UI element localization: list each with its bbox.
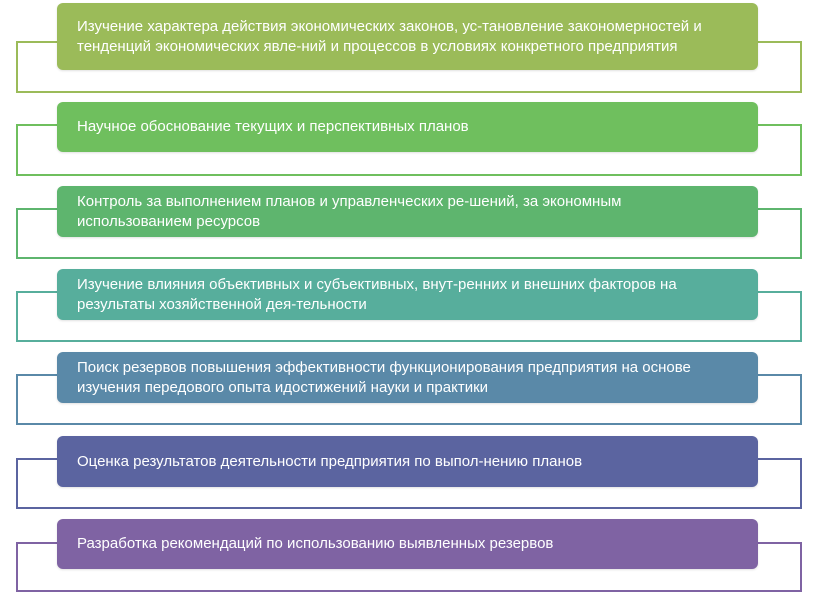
frame-top-left-segment [16,542,59,544]
item-box [57,186,758,237]
item-text: Разработка рекомендаций по использованию выявленных резервов [77,535,554,552]
frame-top-right-segment [756,374,802,376]
item-text: Поиск резервов повышения эффективности функционирования предприятия на основе изучения передового опыта идостижений науки и практики [77,358,691,396]
item-text: Контроль за выполнением планов и управленческих ре-шений, за экономным использованием ресурсов [77,192,622,230]
item-box [57,269,758,320]
frame-top-left-segment [16,208,59,210]
item-box [57,519,758,569]
frame-top-left-segment [16,458,59,460]
item-box [57,436,758,487]
item-text: Оценка результатов деятельности предприятия по выпол-нению планов [77,452,583,470]
frame-top-right-segment [756,124,802,126]
item-text: Научное обоснование текущих и перспективных планов [77,118,469,135]
item-text: Изучение характера действия экономических законов, ус-тановление закономерностей и тенденций экономических явле-ний и процессов в условиях конкретного предприятия [77,17,702,55]
frame-top-right-segment [756,208,802,210]
item-text: Изучение влияния объективных и субъективных, внут-ренних и внешних факторов на результаты хозяйственной дея-тельности [77,275,677,313]
item-box [57,352,758,403]
frame-top-left-segment [16,374,59,376]
frame-top-right-segment [756,41,802,43]
frame-top-right-segment [756,458,802,460]
frame-top-left-segment [16,291,59,293]
frame-top-right-segment [756,542,802,544]
frame-top-right-segment [756,291,802,293]
frame-top-left-segment [16,124,59,126]
frame-top-left-segment [16,41,59,43]
item-box [57,102,758,152]
item-box [57,3,758,70]
